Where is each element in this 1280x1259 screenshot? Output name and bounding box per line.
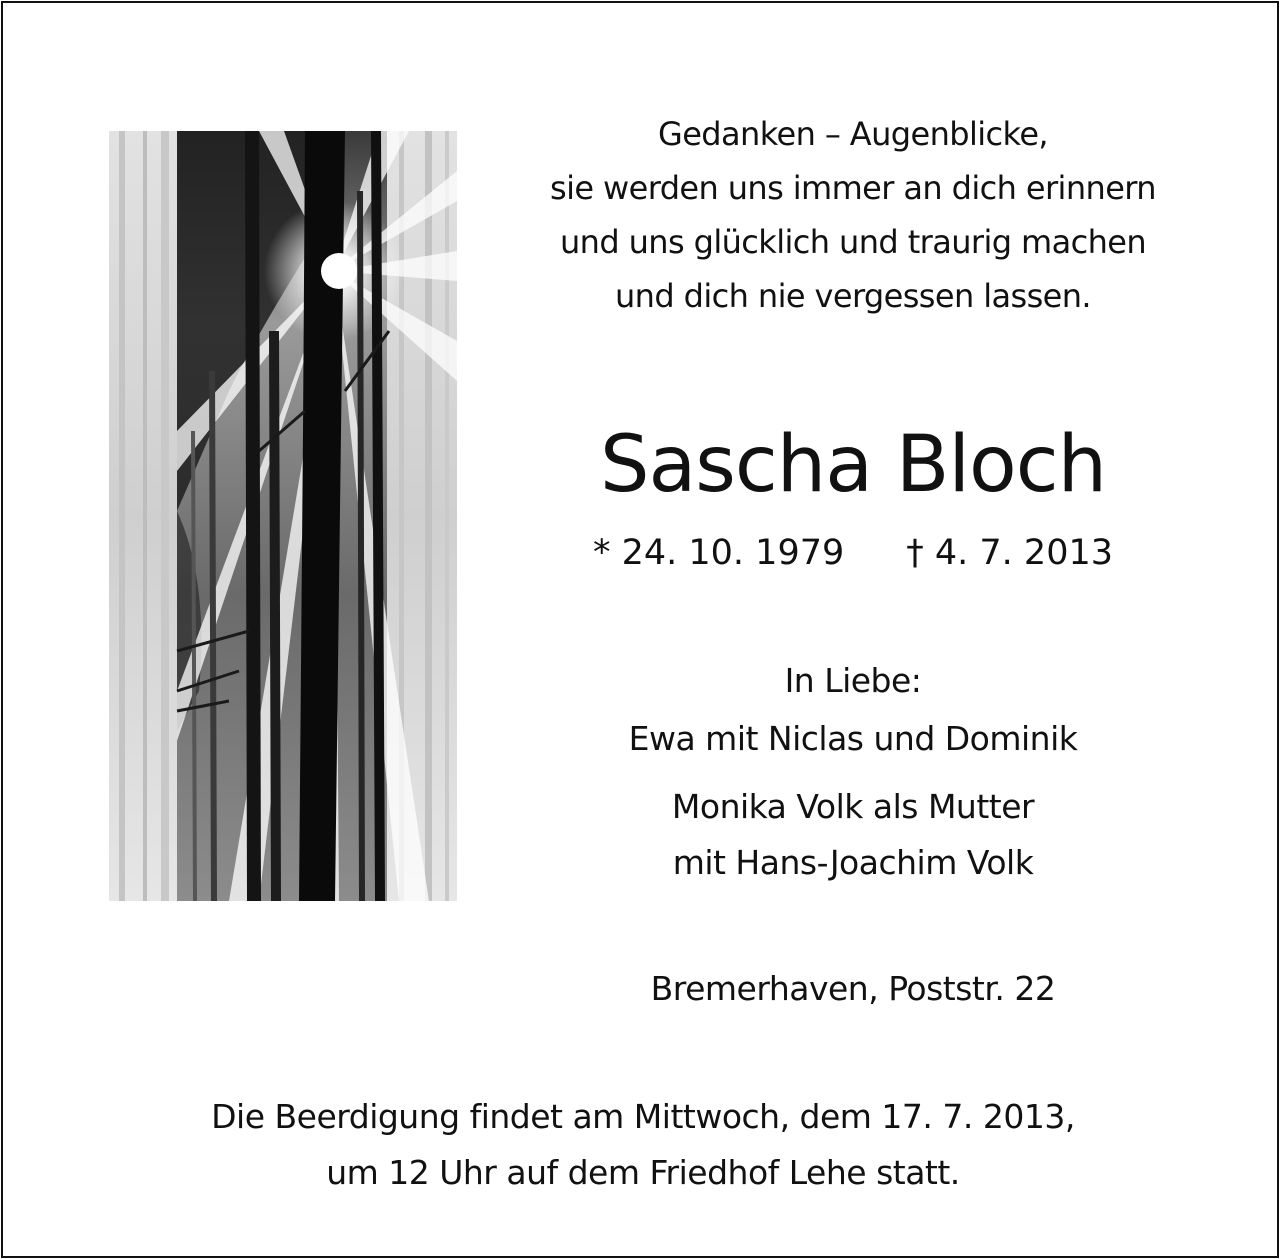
funeral-line-2: um 12 Uhr auf dem Friedhof Lehe statt. xyxy=(326,1153,960,1192)
deceased-name: Sascha Bloch xyxy=(599,420,1107,510)
mourner-family-2-line-2: mit Hans-Joachim Volk xyxy=(672,843,1034,882)
life-dates xyxy=(503,527,1203,579)
mourners-label: In Liebe: xyxy=(784,661,922,700)
poem-line: und dich nie vergessen lassen. xyxy=(614,277,1092,315)
funeral-notice xyxy=(83,1089,1203,1201)
death-date: † 4. 7. 2013 xyxy=(906,533,1114,573)
birth-date: * 24. 10. 1979 xyxy=(592,533,845,573)
address: Bremerhaven, Poststr. 22 xyxy=(650,969,1056,1008)
memorial-poem xyxy=(503,107,1203,323)
poem-line: Gedanken – Augenblicke, xyxy=(658,115,1048,153)
poem-line: sie werden uns immer an dich erinnern xyxy=(550,169,1156,207)
obituary-card xyxy=(1,1,1279,1258)
mourner-family-1: Ewa mit Niclas und Dominik xyxy=(628,719,1078,758)
mourner-family-2-line-1: Monika Volk als Mutter xyxy=(671,787,1035,826)
forest-sunrays-image xyxy=(109,131,457,901)
poem-line: und uns glücklich und traurig machen xyxy=(559,223,1147,261)
funeral-line-1: Die Beerdigung findet am Mittwoch, dem 17. 7. 2013, xyxy=(211,1097,1075,1136)
mourners-list xyxy=(503,711,1203,891)
